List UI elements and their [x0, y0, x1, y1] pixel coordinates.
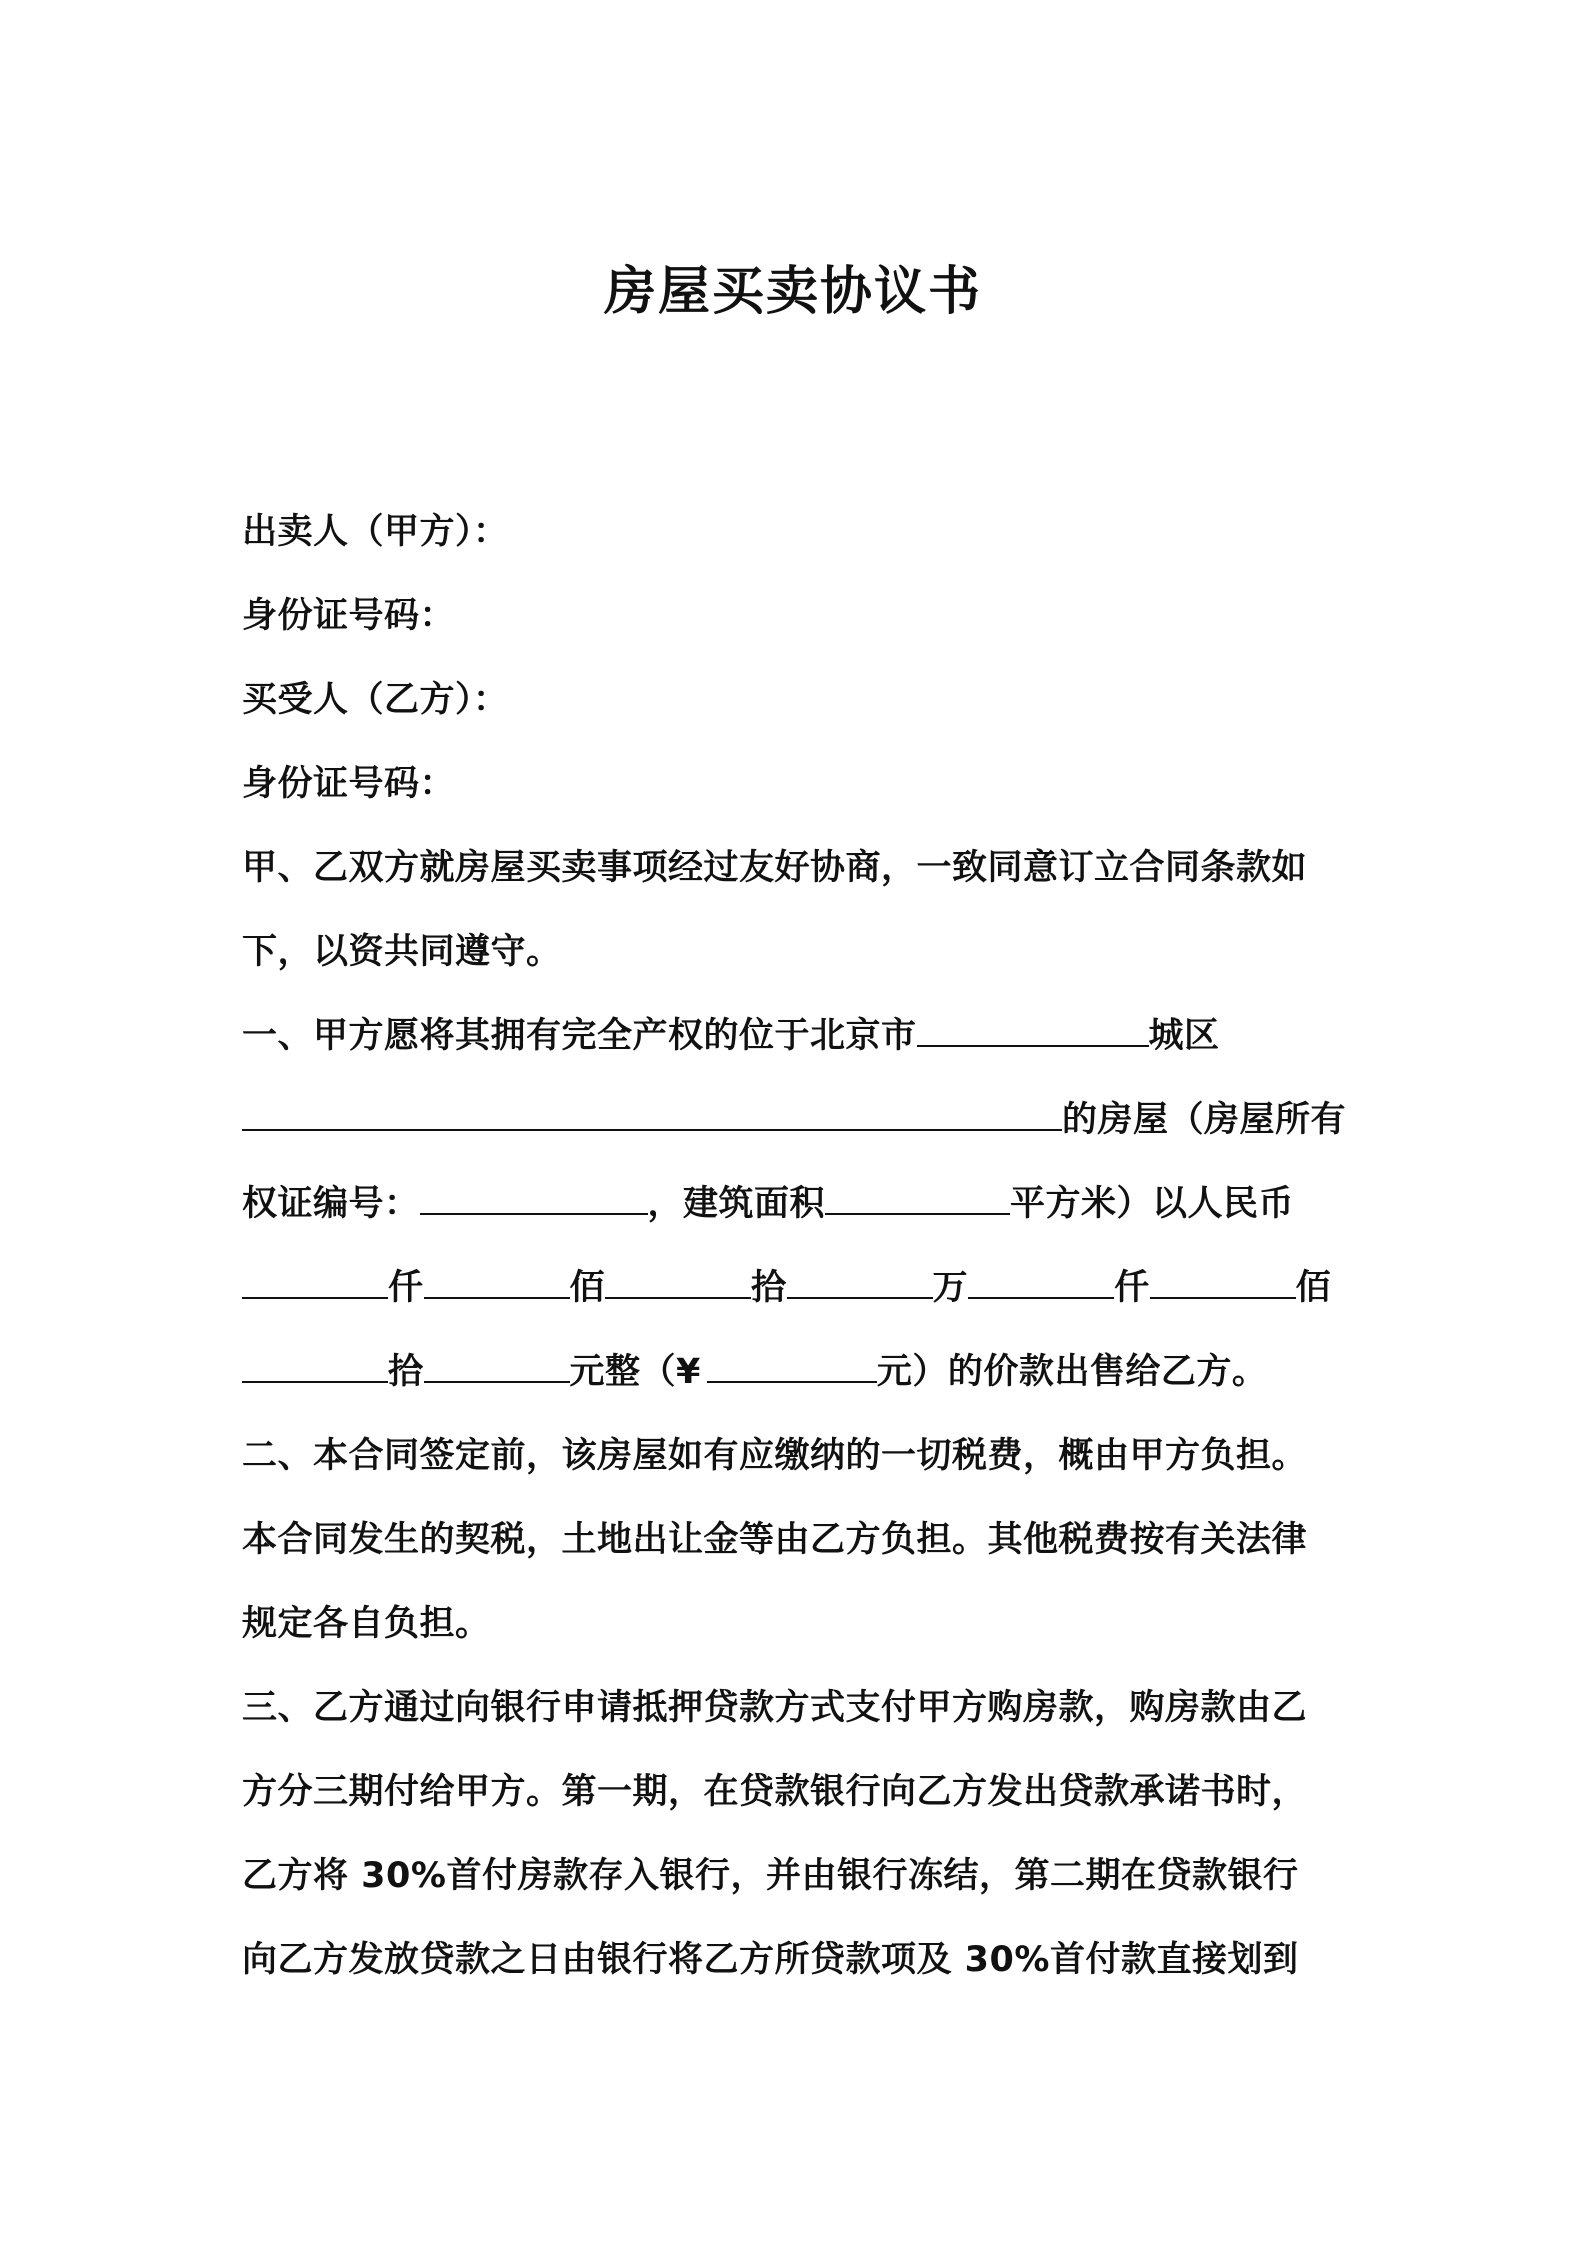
unit-bai-2: 佰: [1295, 1268, 1332, 1308]
clause2-line-1: 二、本合同签定前，该房屋如有应缴纳的一切税费，概由甲方负担。: [242, 1436, 1308, 1476]
buyer-id-line: 身份证号码：: [242, 764, 456, 804]
seller-line: 出卖人（甲方）：: [242, 512, 509, 552]
amount-blank-5: [968, 1263, 1114, 1299]
clause3-line-1: 三、乙方通过向银行申请抵押贷款方式支付甲方购房款，购房款由乙: [242, 1688, 1308, 1728]
amount-blank-7: [242, 1347, 388, 1383]
unit-qian-1: 仟: [388, 1268, 424, 1308]
clause3-line-3: 乙方将 30%首付房款存入银行，并由银行冻结，第二期在贷款银行: [242, 1856, 1299, 1896]
area-label: ，建筑面积: [647, 1184, 826, 1224]
amount-blank-2: [424, 1263, 570, 1299]
clause3-line-4: 向乙方发放贷款之日由银行将乙方所贷款项及 30%首付款直接划到: [242, 1940, 1299, 1980]
preamble-line-2: 下，以资共同遵守。: [242, 932, 562, 972]
clause1-end-text: 元）的价款出售给乙方。: [876, 1352, 1268, 1392]
amount-blank-6: [1150, 1263, 1296, 1299]
clause1-line-4: [242, 1246, 1352, 1330]
clause1-line-5: [242, 1330, 1352, 1414]
clause1-district-text: 城区: [1148, 1016, 1220, 1056]
unit-shi-1: 拾: [751, 1268, 787, 1308]
document-body: [242, 490, 1352, 2002]
yuan-zheng-text: 元整（¥: [569, 1352, 701, 1392]
buyer-line: 买受人（乙方）：: [242, 680, 509, 720]
numeric-amount-blank: [707, 1347, 877, 1383]
area-blank: [825, 1179, 1010, 1215]
clause2-line-3: 规定各自负担。: [242, 1604, 491, 1644]
amount-blank-1: [242, 1263, 388, 1299]
clause1-location-text: 一、甲方愿将其拥有完全产权的位于北京市: [242, 1016, 917, 1056]
preamble-line-1: 甲、乙双方就房屋买卖事项经过友好协商，一致同意订立合同条款如: [242, 848, 1308, 888]
clause2-line-2: 本合同发生的契税，土地出让金等由乙方负担。其他税费按有关法律: [242, 1520, 1308, 1560]
certificate-label: 权证编号：: [242, 1184, 420, 1224]
clause1-line-3: [242, 1162, 1352, 1246]
unit-qian-2: 仟: [1114, 1268, 1150, 1308]
unit-shi-2: 拾: [388, 1352, 424, 1392]
clause1-line-1: [242, 994, 1352, 1078]
clause1-house-text: 的房屋（房屋所有: [1062, 1100, 1347, 1140]
address-blank: [242, 1095, 1062, 1131]
amount-blank-3: [605, 1263, 751, 1299]
amount-blank-4: [787, 1263, 933, 1299]
document-title: 房屋买卖协议书: [603, 262, 982, 322]
price-label: 平方米）以人民币: [1010, 1184, 1295, 1224]
seller-id-line: 身份证号码：: [242, 596, 456, 636]
district-blank: [917, 1011, 1149, 1047]
unit-wan: 万: [932, 1268, 969, 1308]
certificate-blank: [420, 1179, 648, 1215]
clause3-line-2: 方分三期付给甲方。第一期，在贷款银行向乙方发出贷款承诺书时，: [242, 1772, 1308, 1812]
amount-blank-8: [424, 1347, 570, 1383]
unit-bai-1: 佰: [569, 1268, 606, 1308]
clause1-line-2: [242, 1078, 1352, 1162]
